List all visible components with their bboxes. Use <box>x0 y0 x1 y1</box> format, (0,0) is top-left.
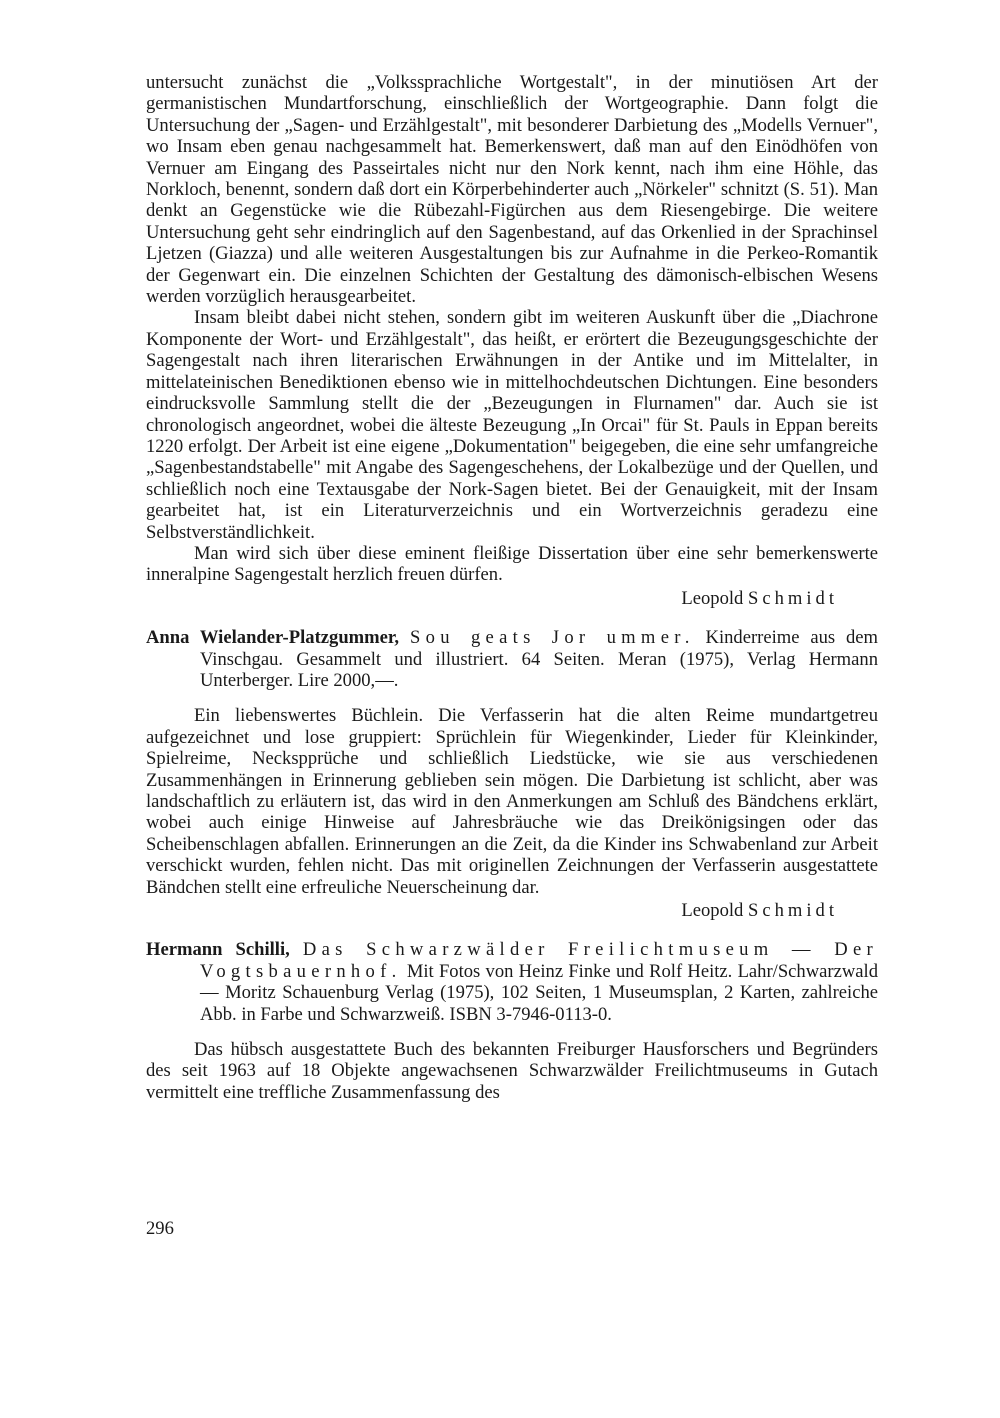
review3-author: Hermann Schilli, <box>146 939 290 961</box>
review1-paragraph-1: untersucht zunächst die „Volkssprachliche Wortgestalt", in der minutiösen Art der germanistischen Mundartforschung, einschließlich der Wortgeographie. Dann folgt die Untersuchung der „Sagen- und Erzählgestalt", mit besonderer Darbietung des „Modells Vernuer", wo Insam eben genau nachgesammelt hat. Bemerkenswert, daß man auf den Einödhöfen von Vernuer am Eingang des Passeirtales nicht nur den Nork kennt, nach ihm eine Höhle, das Norkloch, benennt, sondern daß dort ein Körperbehinderter auch „Nörkeler" schnitzt (S. 51). Man denkt an Gegenstücke wie die Rübezahl-Figürchen aus dem Riesengebirge. Die weitere Untersuchung geht sehr eindringlich auf den Sagenbestand, auf das Orkenlied in der Sprachinsel Ljetzen (Giazza) und alle weiteren Ausgestaltungen bis zur Aufnahme in die Perkeo-Romantik der Gegenwart ein. Die einzelnen Schichten der Gestaltung des dämonisch-elbischen Wesens werden vorzüglich herausgearbeitet. <box>146 72 878 308</box>
page-number: 296 <box>146 1218 174 1239</box>
signature-last-name: Schmidt <box>748 587 838 609</box>
signature-first-name: Leopold <box>681 587 744 609</box>
review1-signature <box>146 588 878 609</box>
review1-paragraph-3: Man wird sich über diese eminent fleißige Dissertation über eine sehr bemerkenswerte inneralpine Sagengestalt herzlich freuen dürfen. <box>146 542 878 586</box>
review2-details: Kinderreime aus dem Vinschgau. Gesammelt und illustriert. 64 Seiten. Meran (1975), Verlag Hermann Unterberger. Lire 2000,—. <box>200 627 878 691</box>
review1-paragraph-2: Insam bleibt dabei nicht stehen, sondern gibt im weiteren Auskunft über die „Diachrone Komponente der Wort- und Erzählgestalt", das heißt, er erörtert die Bezeugungsgeschichte der Sagengestalt nach ihren literarischen Erwähnungen in der Antike und im Mittelalter, in mittelateinischen Benediktionen ebenso wie in mittelhochdeutschen Dichtungen. Eine besonders eindrucksvolle Sammlung stellt die der „Bezeugungen in Flurnamen" dar. Auch sie ist chronologisch angeordnet, wobei die älteste Bezeugung „In Orcai" für St. Pauls in Eppan bereits 1220 erfolgt. Der Arbeit ist eine eigene „Dokumentation" beigegeben, die eine sehr umfangreiche „Sagenbestandstabelle" mit Angabe des Sagengeschehens, der Lokalbezüge und der Quellen, und schließlich noch eine Textausgabe der Nork-Sagen bietet. Bei der Genauigkeit, mit der Insam gearbeitet hat, ist ein Literaturverzeichnis und ein Wortverzeichnis geradezu eine Selbstverständlichkeit. <box>146 307 878 543</box>
signature-first-name: Leopold <box>681 900 744 922</box>
review2-paragraph-1: Ein liebenswertes Büchlein. Die Verfasserin hat die alten Reime mundartgetreu aufgezeichnet und lose gruppiert: Sprüchlein für Wiegenkinder, Lieder für Kleinkinder, Spielreime, Neckspprüche und schließlich Liedstücke, wie sie aus verschiedenen Zusammenhängen in Erinnerung geblieben sein mögen. Die Darbietung ist schlicht, aber was landschaftlich zu erläutern ist, das wird in den Anmerkungen am Schluß des Bändchens erklärt, wobei auch einige Hinweise auf Jahresbräuche wie das Dreikönigsingen oder das Scheibenschlagen abfallen. Erinnerungen an die Zeit, da die Kinder ins Schwabenland zur Arbeit verschickt wurden, fehlen nicht. Das mit originellen Zeichnungen der Verfasserin ausgestattete Bändchen stellt eine erfreuliche Neuerscheinung dar. <box>146 705 878 898</box>
review3-citation <box>146 939 878 1025</box>
review3-title: Das Schwarzwälder Freilichtmuseum — Der Vogtsbauernhof. <box>200 939 878 982</box>
review2-signature <box>146 900 878 921</box>
review3-paragraph-1: Das hübsch ausgestattete Buch des bekannten Freiburger Hausforschers und Begründers des seit 1963 auf 18 Objekte angewachsenen Schwarzwälder Freilichtmuseums in Gutach vermittelt eine treffliche Zusammenfassung des <box>146 1039 878 1103</box>
review2-author: Anna Wielander-Platzgummer, <box>146 627 400 649</box>
review2-citation <box>146 627 878 691</box>
text-column <box>146 72 878 1103</box>
review3-details: Mit Fotos von Heinz Finke und Rolf Heitz. Lahr/Schwarzwald — Moritz Schauenburg Verlag (1975), 102 Seiten, 1 Museumsplan, 2 Karten, zahlreiche Abb. in Farbe und Schwarzweiß. ISBN 3-7946-0113-0. <box>200 960 878 1025</box>
signature-last-name: Schmidt <box>748 900 838 922</box>
review2-title: Sou geats Jor ummer. <box>409 627 695 649</box>
